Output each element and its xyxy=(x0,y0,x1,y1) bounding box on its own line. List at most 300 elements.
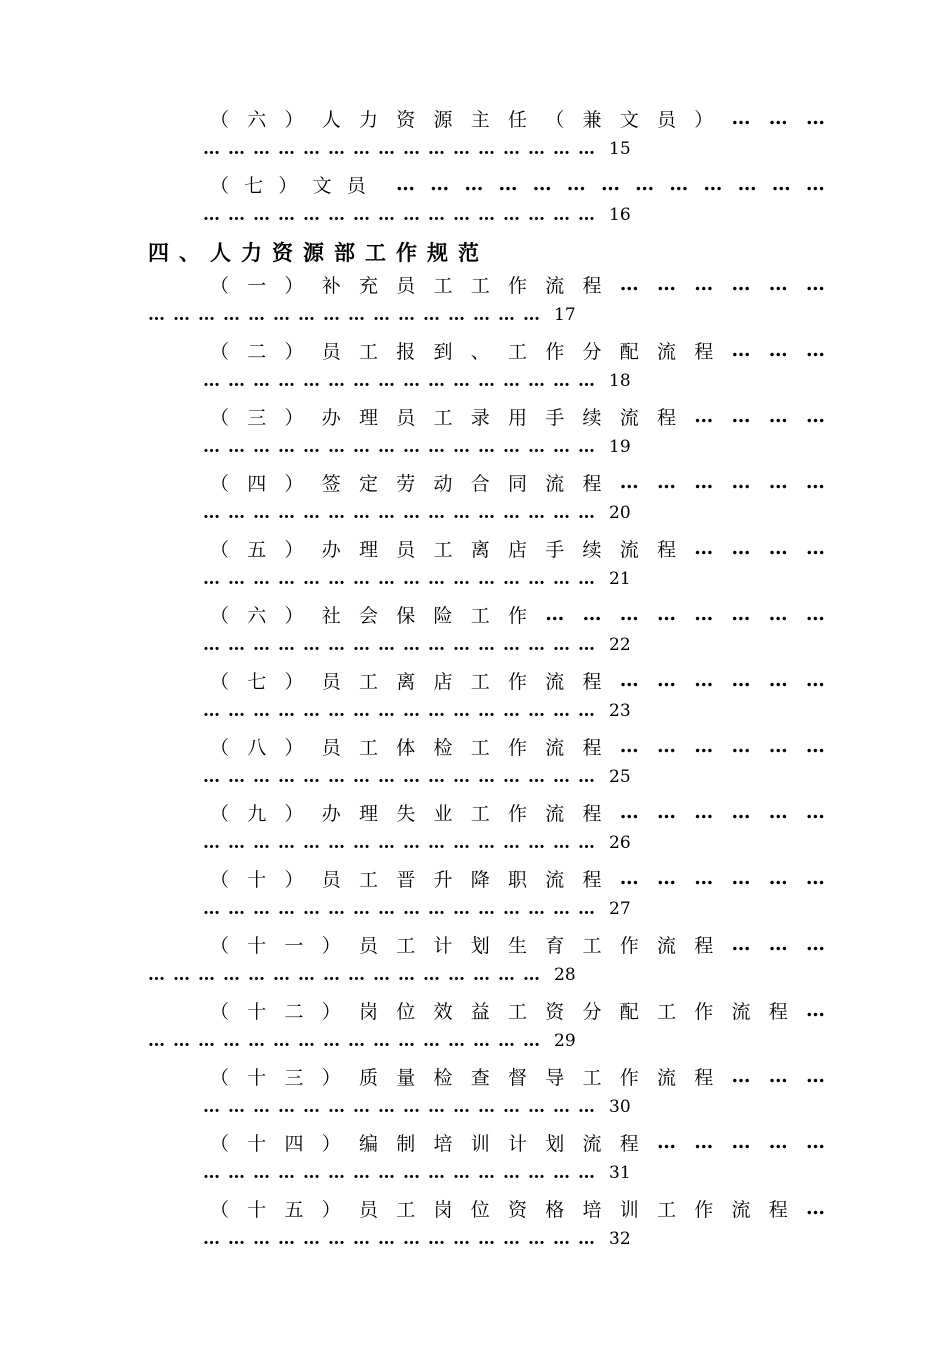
toc-title-char: 源 xyxy=(433,108,453,131)
page-number: 19 xyxy=(609,437,631,457)
toc-title-char: 十 xyxy=(247,1198,267,1221)
toc-title-char: 险 xyxy=(433,604,453,627)
toc-title-char: 理 xyxy=(359,538,379,561)
toc-title-char: 查 xyxy=(470,1066,490,1089)
toc-title-char: ） xyxy=(278,174,298,197)
toc-entry-title xyxy=(210,1194,825,1222)
toc-title-char: 体 xyxy=(396,736,416,759)
toc-title-char: 工 xyxy=(470,274,490,297)
toc-entry-title xyxy=(210,930,825,958)
dot-leader: ………………………………………… xyxy=(203,701,603,721)
toc-title-char: 员 xyxy=(396,538,416,561)
page-number: 22 xyxy=(609,635,631,655)
toc-title-char: … xyxy=(694,801,714,823)
dot-leader: ………………………………………… xyxy=(203,767,603,787)
toc-title-char: 工 xyxy=(396,1198,416,1221)
toc-entry-title xyxy=(210,170,825,198)
toc-title-char: ） xyxy=(321,1198,341,1221)
toc-title-char: 流 xyxy=(731,1198,751,1221)
toc-title-char: 制 xyxy=(396,1132,416,1155)
toc-title-char: … xyxy=(694,471,714,493)
toc-entry-leader xyxy=(203,501,631,525)
toc-entry-leader xyxy=(148,303,576,327)
toc-title-char: … xyxy=(768,867,788,889)
toc-title-char: 一 xyxy=(247,274,267,297)
toc-title-char: 业 xyxy=(433,802,453,825)
toc-title-char: 文 xyxy=(312,174,332,197)
toc-title-char: （ xyxy=(210,538,230,561)
toc-title-char: … xyxy=(619,471,639,493)
toc-title-char: 划 xyxy=(545,1132,565,1155)
toc-title-char: 训 xyxy=(619,1198,639,1221)
toc-title-char: 检 xyxy=(433,736,453,759)
toc-title-char: 程 xyxy=(657,538,677,561)
toc-title-char: 工 xyxy=(433,274,453,297)
toc-title-char: … xyxy=(703,173,723,195)
toc-title-char: … xyxy=(768,471,788,493)
toc-title-char: … xyxy=(805,669,825,691)
toc-title-char: 工 xyxy=(657,1000,677,1023)
toc-title-char: 流 xyxy=(545,670,565,693)
toc-title-char: 、 xyxy=(470,340,490,363)
toc-entry-leader xyxy=(203,1095,631,1119)
toc-title-char: 工 xyxy=(508,1000,528,1023)
toc-title-char: 位 xyxy=(470,1198,490,1221)
toc-title-char: … xyxy=(731,273,751,295)
toc-title-char: 作 xyxy=(694,1198,714,1221)
toc-title-char: ） xyxy=(321,934,341,957)
toc-title-char: ） xyxy=(321,1066,341,1089)
toc-title-char: 分 xyxy=(582,340,602,363)
toc-title-char: 任 xyxy=(508,108,528,131)
toc-title-char: 人 xyxy=(321,108,341,131)
toc-title-char: （ xyxy=(210,108,230,131)
toc-entry-leader xyxy=(148,1029,576,1053)
toc-title-char: … xyxy=(805,933,825,955)
toc-title-char: … xyxy=(656,801,676,823)
toc-title-char: 二 xyxy=(284,1000,304,1023)
dot-leader: ………………………………………… xyxy=(203,833,603,853)
dot-leader: ………………………………………… xyxy=(203,899,603,919)
page-number: 21 xyxy=(609,569,631,589)
toc-title-char: 员 xyxy=(359,934,379,957)
toc-title-char: 四 xyxy=(284,1132,304,1155)
toc-title-char: … xyxy=(805,801,825,823)
toc-title-char: … xyxy=(731,339,751,361)
dot-leader: ………………………………………… xyxy=(148,965,548,985)
toc-title-char: … xyxy=(619,669,639,691)
toc-title-char: 流 xyxy=(545,472,565,495)
toc-title-char: 工 xyxy=(359,340,379,363)
toc-title-char: … xyxy=(731,1065,751,1087)
toc-title-char: 岗 xyxy=(433,1198,453,1221)
toc-title-char: 作 xyxy=(508,670,528,693)
toc-title-char: … xyxy=(694,603,714,625)
toc-title-char: … xyxy=(566,173,586,195)
toc-title-char: 动 xyxy=(433,472,453,495)
toc-title-char: … xyxy=(771,173,791,195)
toc-title-char: 格 xyxy=(545,1198,565,1221)
toc-title-char: （ xyxy=(210,802,230,825)
toc-title-char: 流 xyxy=(545,802,565,825)
toc-title-char: 店 xyxy=(433,670,453,693)
toc-title-char: 作 xyxy=(619,1066,639,1089)
toc-title-char: 资 xyxy=(396,108,416,131)
toc-title-char: 理 xyxy=(359,406,379,429)
toc-entry-leader xyxy=(203,765,631,789)
toc-title-char: … xyxy=(694,669,714,691)
toc-title-char: 员 xyxy=(321,736,341,759)
toc-title-char: … xyxy=(656,273,676,295)
toc-title-char: … xyxy=(669,173,689,195)
toc-title-char: 劳 xyxy=(396,472,416,495)
toc-title-char: ） xyxy=(284,108,304,131)
toc-title-char: 工 xyxy=(359,736,379,759)
toc-title-char: 升 xyxy=(433,868,453,891)
toc-entry-title xyxy=(210,1128,825,1156)
toc-title-char: 二 xyxy=(247,340,267,363)
toc-title-char: 流 xyxy=(619,538,639,561)
toc-title-char: … xyxy=(805,339,825,361)
toc-title-char: … xyxy=(464,173,484,195)
dot-leader: ………………………………………… xyxy=(148,305,548,325)
dot-leader: ………………………………………… xyxy=(203,1097,603,1117)
toc-title-char: 资 xyxy=(545,1000,565,1023)
toc-title-char: 流 xyxy=(657,1066,677,1089)
toc-title-char: … xyxy=(768,339,788,361)
toc-title-char: 流 xyxy=(619,406,639,429)
toc-title-char: … xyxy=(619,273,639,295)
toc-title-char: 配 xyxy=(619,1000,639,1023)
toc-title-char: 工 xyxy=(657,1198,677,1221)
toc-title-char: 量 xyxy=(396,1066,416,1089)
toc-title-char: … xyxy=(805,537,825,559)
toc-title-char: 定 xyxy=(359,472,379,495)
toc-title-char: … xyxy=(731,669,751,691)
toc-title-char: 工 xyxy=(582,934,602,957)
toc-title-char: 合 xyxy=(470,472,490,495)
toc-title-char: 作 xyxy=(508,604,528,627)
toc-title-char: … xyxy=(582,603,602,625)
toc-title-char: 训 xyxy=(470,1132,490,1155)
toc-title-char: … xyxy=(694,273,714,295)
toc-title-char: … xyxy=(731,471,751,493)
toc-title-char: 晋 xyxy=(396,868,416,891)
toc-title-char: ） xyxy=(284,274,304,297)
toc-entry-title xyxy=(210,336,825,364)
toc-title-char: 作 xyxy=(508,736,528,759)
toc-title-char: … xyxy=(805,1131,825,1153)
toc-title-char: … xyxy=(657,1131,676,1153)
toc-title-char: 程 xyxy=(694,934,714,957)
toc-title-char: 流 xyxy=(657,340,677,363)
toc-title-char: … xyxy=(656,603,676,625)
toc-title-char: 流 xyxy=(731,1000,751,1023)
toc-title-char: 十 xyxy=(247,934,267,957)
toc-entry-title xyxy=(210,798,825,826)
toc-title-char: 流 xyxy=(545,274,565,297)
toc-title-char: 位 xyxy=(396,1000,416,1023)
toc-entry-leader xyxy=(203,567,631,591)
toc-title-char: 十 xyxy=(247,1000,267,1023)
toc-title-char: 员 xyxy=(346,174,366,197)
toc-title-char: 程 xyxy=(582,736,602,759)
toc-title-char: 员 xyxy=(396,406,416,429)
toc-entry-leader xyxy=(203,633,631,657)
toc-title-char: （ xyxy=(210,472,230,495)
toc-title-char: 检 xyxy=(433,1066,453,1089)
toc-title-char: （ xyxy=(210,1132,230,1155)
toc-title-char: 作 xyxy=(545,340,565,363)
toc-title-char: 工 xyxy=(433,406,453,429)
toc-title-char: 流 xyxy=(545,868,565,891)
toc-title-char: ） xyxy=(284,604,304,627)
toc-title-char: … xyxy=(805,603,825,625)
toc-title-char: 导 xyxy=(545,1066,565,1089)
toc-title-char: ） xyxy=(284,802,304,825)
toc-title-char: 十 xyxy=(247,1066,267,1089)
toc-title-char: ） xyxy=(284,472,304,495)
toc-title-char: 四 xyxy=(247,472,267,495)
toc-title-char: … xyxy=(806,999,825,1021)
toc-entry-leader xyxy=(203,831,631,855)
toc-entry-title xyxy=(210,270,825,298)
page-number: 26 xyxy=(609,833,631,853)
toc-title-char: （ xyxy=(210,736,230,759)
toc-title-char: … xyxy=(731,1131,751,1153)
toc-title-char: 程 xyxy=(582,802,602,825)
page-number: 17 xyxy=(554,305,576,325)
toc-title-char: … xyxy=(694,405,714,427)
toc-title-char: … xyxy=(805,405,825,427)
toc-title-char: （ xyxy=(210,406,230,429)
toc-title-char: … xyxy=(768,537,788,559)
toc-title-char: ） xyxy=(321,1000,341,1023)
toc-title-char: … xyxy=(619,603,639,625)
toc-title-char: … xyxy=(768,107,788,129)
toc-title-char: 划 xyxy=(470,934,490,957)
toc-title-char: 程 xyxy=(582,868,602,891)
toc-title-char: … xyxy=(768,603,788,625)
toc-entry-leader xyxy=(203,203,631,227)
toc-title-char: 工 xyxy=(470,736,490,759)
toc-title-char: 计 xyxy=(433,934,453,957)
page-number: 31 xyxy=(609,1163,631,1183)
toc-title-char: 报 xyxy=(396,340,416,363)
toc-title-char: … xyxy=(768,405,788,427)
page-number: 16 xyxy=(609,205,631,225)
toc-title-char: … xyxy=(600,173,620,195)
toc-title-char: 工 xyxy=(582,1066,602,1089)
section-heading: 四、人力资源部工作规范 xyxy=(148,241,489,265)
toc-title-char: 员 xyxy=(321,340,341,363)
toc-title-char: （ xyxy=(210,1198,230,1221)
dot-leader: ………………………………………… xyxy=(203,371,603,391)
toc-title-char: 员 xyxy=(321,670,341,693)
toc-title-char: （ xyxy=(210,670,230,693)
toc-title-char: 三 xyxy=(284,1066,304,1089)
toc-title-char: … xyxy=(806,1197,825,1219)
toc-title-char: … xyxy=(656,867,676,889)
toc-title-char: 三 xyxy=(247,406,267,429)
toc-title-char: 失 xyxy=(396,802,416,825)
toc-title-char: … xyxy=(656,471,676,493)
toc-title-char: 七 xyxy=(247,670,267,693)
toc-title-char: 会 xyxy=(359,604,379,627)
dot-leader: ………………………………………… xyxy=(203,569,603,589)
toc-title-char: 七 xyxy=(244,174,264,197)
toc-title-char: 作 xyxy=(619,934,639,957)
toc-title-char: 九 xyxy=(247,802,267,825)
toc-title-char: … xyxy=(731,801,751,823)
toc-entry-title xyxy=(210,104,825,132)
toc-title-char: … xyxy=(737,173,757,195)
toc-title-char: 签 xyxy=(321,472,341,495)
toc-title-char: 督 xyxy=(508,1066,528,1089)
toc-title-char: 编 xyxy=(359,1132,379,1155)
toc-title-char: 工 xyxy=(359,868,379,891)
toc-title-char: 流 xyxy=(582,1132,602,1155)
dot-leader: ………………………………………… xyxy=(203,437,603,457)
toc-title-char: 流 xyxy=(657,934,677,957)
toc-title-char: 兼 xyxy=(582,108,602,131)
toc-title-char: 保 xyxy=(396,604,416,627)
toc-title-char: 文 xyxy=(619,108,639,131)
toc-title-char: 程 xyxy=(768,1198,788,1221)
toc-title-char: 计 xyxy=(508,1132,528,1155)
toc-title-char: 工 xyxy=(359,670,379,693)
dot-leader: ………………………………………… xyxy=(203,503,603,523)
toc-title-char: 程 xyxy=(582,274,602,297)
toc-title-char: 五 xyxy=(284,1198,304,1221)
toc-title-char: … xyxy=(731,107,751,129)
toc-title-char: … xyxy=(731,933,751,955)
toc-title-char: ） xyxy=(321,1132,341,1155)
page-number: 30 xyxy=(609,1097,631,1117)
toc-entry-leader xyxy=(148,963,576,987)
toc-title-char: 办 xyxy=(321,538,341,561)
toc-title-char: 离 xyxy=(470,538,490,561)
toc-title-char: … xyxy=(731,405,751,427)
toc-title-char: 用 xyxy=(508,406,528,429)
toc-entry-title xyxy=(210,732,825,760)
toc-title-char: 分 xyxy=(582,1000,602,1023)
toc-title-char: 工 xyxy=(470,670,490,693)
toc-title-char: 续 xyxy=(582,406,602,429)
toc-title-char: （ xyxy=(210,274,230,297)
toc-title-char: （ xyxy=(210,1000,230,1023)
toc-title-char: … xyxy=(805,867,825,889)
toc-title-char: … xyxy=(656,735,676,757)
toc-title-char: 降 xyxy=(470,868,490,891)
toc-title-char: … xyxy=(768,273,788,295)
toc-entry-leader xyxy=(203,369,631,393)
toc-entry-leader xyxy=(203,897,631,921)
toc-title-char: 手 xyxy=(545,406,565,429)
toc-title-char: 十 xyxy=(247,1132,267,1155)
toc-entry-title xyxy=(210,1062,825,1090)
toc-title-char: （ xyxy=(210,868,230,891)
toc-title-char: 作 xyxy=(508,274,528,297)
toc-title-char: 作 xyxy=(694,1000,714,1023)
toc-title-char: 工 xyxy=(470,604,490,627)
dot-leader: ………………………………………… xyxy=(203,635,603,655)
toc-title-char: 手 xyxy=(545,538,565,561)
toc-title-char: 员 xyxy=(396,274,416,297)
toc-title-char: … xyxy=(768,669,788,691)
toc-title-char: 培 xyxy=(582,1198,602,1221)
toc-title-char: … xyxy=(768,801,788,823)
toc-title-char: 续 xyxy=(582,538,602,561)
dot-leader: ………………………………………… xyxy=(148,1031,548,1051)
toc-title-char: … xyxy=(805,173,825,195)
page-number: 20 xyxy=(609,503,631,523)
toc-title-char: （ xyxy=(210,340,230,363)
toc-title-char: 作 xyxy=(508,802,528,825)
toc-title-char: 程 xyxy=(582,670,602,693)
toc-title-char: … xyxy=(768,1131,788,1153)
toc-entry-leader xyxy=(203,699,631,723)
toc-title-char: … xyxy=(619,801,639,823)
dot-leader: ………………………………………… xyxy=(203,1163,603,1183)
toc-title-char: … xyxy=(731,867,751,889)
toc-title-char: … xyxy=(805,107,825,129)
toc-title-char: … xyxy=(805,273,825,295)
dot-leader: ………………………………………… xyxy=(203,1229,603,1249)
toc-title-char: （ xyxy=(210,174,230,197)
toc-title-char: … xyxy=(805,735,825,757)
toc-title-char: … xyxy=(619,867,639,889)
toc-title-char: 社 xyxy=(321,604,341,627)
toc-title-char: 程 xyxy=(768,1000,788,1023)
toc-title-char: 效 xyxy=(433,1000,453,1023)
page-number: 18 xyxy=(609,371,631,391)
toc-title-char: 配 xyxy=(619,340,639,363)
toc-title-char: 办 xyxy=(321,406,341,429)
toc-title-char: … xyxy=(619,735,639,757)
page-number: 29 xyxy=(554,1031,576,1051)
toc-entry-leader xyxy=(203,137,631,161)
toc-entry-title xyxy=(210,666,825,694)
toc-title-char: … xyxy=(731,603,751,625)
toc-title-char: … xyxy=(694,735,714,757)
toc-title-char: 流 xyxy=(545,736,565,759)
toc-entry-leader xyxy=(203,1227,631,1251)
toc-title-char: 程 xyxy=(619,1132,639,1155)
toc-title-char: （ xyxy=(210,934,230,957)
toc-title-char: 十 xyxy=(247,868,267,891)
toc-title-char: 职 xyxy=(508,868,528,891)
toc-title-char: … xyxy=(768,735,788,757)
page-number: 28 xyxy=(554,965,576,985)
toc-entry-title xyxy=(210,996,825,1024)
toc-title-char: … xyxy=(532,173,552,195)
toc-title-char: 五 xyxy=(247,538,267,561)
toc-title-char: 程 xyxy=(694,1066,714,1089)
toc-title-char: 程 xyxy=(694,340,714,363)
toc-title-char: 益 xyxy=(470,1000,490,1023)
toc-title-char: 员 xyxy=(321,868,341,891)
toc-title-char: 员 xyxy=(657,108,677,131)
toc-title-char: 工 xyxy=(433,538,453,561)
toc-title-char: ） xyxy=(284,670,304,693)
page-number: 23 xyxy=(609,701,631,721)
toc-title-char: 录 xyxy=(470,406,490,429)
toc-title-char: 主 xyxy=(470,108,490,131)
toc-title-char: ） xyxy=(284,340,304,363)
toc-title-char: … xyxy=(768,1065,788,1087)
page-number: 25 xyxy=(609,767,631,787)
